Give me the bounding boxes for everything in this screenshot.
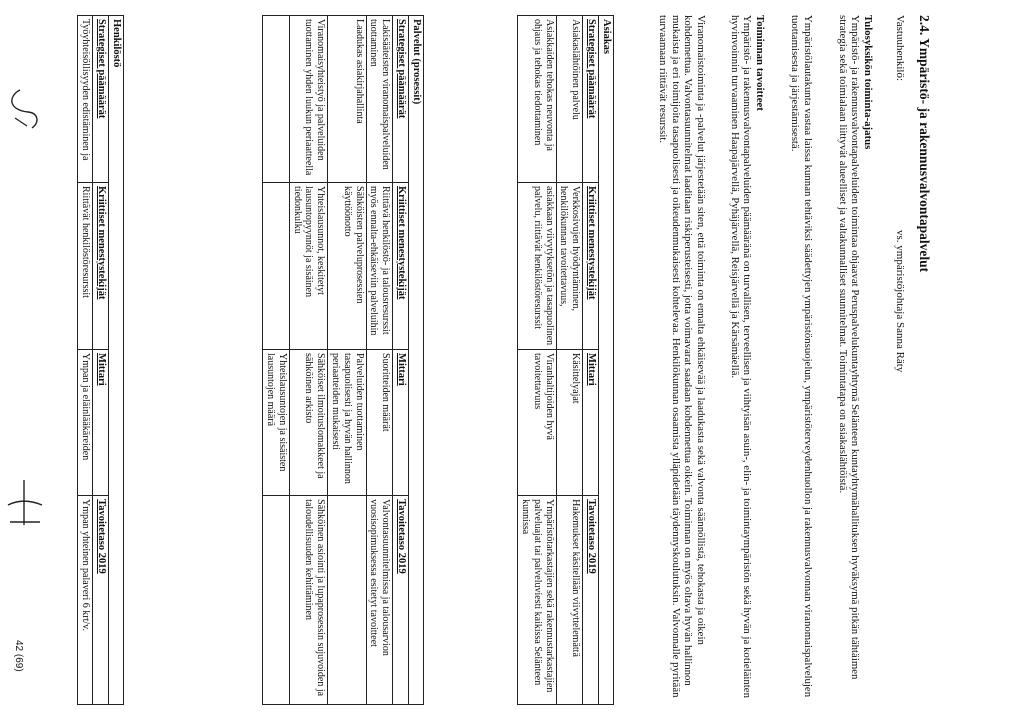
section-title: 2.4. Ympäristö- ja rakennusvalvontapalvelut bbox=[917, 15, 932, 273]
col-header: Kriittiset menestystekijät bbox=[93, 183, 108, 350]
table-cell: Yhteislausuntojen ja sisäisten lausuntojen määrä bbox=[263, 350, 290, 496]
col-header: Kriittiset menestystekijät bbox=[393, 183, 408, 350]
table-cell: Käsittelyajat bbox=[556, 350, 583, 496]
table-title: Asiakas bbox=[598, 16, 613, 705]
table-cell: Laadukas asiakirjahallinta bbox=[328, 16, 366, 183]
table-cell: Lakisääteisten viranomaispalveluiden tuottaminen bbox=[366, 16, 393, 183]
operating-idea-heading: Tulosyksikön toiminta-ajatus bbox=[862, 15, 874, 150]
col-header: Strategiset päämäärät bbox=[93, 16, 108, 183]
table-cell: Ympan yhteinen palaveri 6 krt/v. bbox=[78, 496, 93, 705]
pen-stroke-top bbox=[12, 90, 37, 128]
col-header: Kriittiset menestystekijät bbox=[583, 183, 598, 350]
col-header: Mittari bbox=[93, 350, 108, 496]
table-cell: Valvontasuunnitelmissa ja talousarvion vuosisopimuksessa esitetyt tavoitteet bbox=[366, 496, 393, 705]
table-cell: Ympäristötarkastajien sekä rakennustarkastajien palveluajat tai palveluviesti kaikissa Selänteen kunnissa bbox=[518, 496, 556, 705]
responsible-value: vs. ympäristöjohtaja Sanna Räty bbox=[894, 230, 906, 373]
col-header: Mittari bbox=[583, 350, 598, 496]
operating-goals-text-2: Viranomaistoiminta ja -palvelut järjestetään siten, että toiminta on ennalta ehkäisevää ja laadukasta sekä valvonta säännöllistä, tehokasta ja oikein kohdennettua. Valvontasuunnitelmat laaditaan riskiperusteisesti, jotta voimavarat saadaan kohdennettua oikein. Toiminnan on myös oltava hyvän hallinnon mukaista ja eri toimijoita tasapuolisesti ja oikeudenmukaisesti kohtelevaa. Henkilökunnan osaamista ylläpidetään täydennyskoulutuksin. Valvonnalle pyritään turvaamaan riittävät resurssit. bbox=[656, 15, 707, 698]
table-cell: Työyhteisöllisyyden edistäminen ja bbox=[78, 16, 93, 183]
col-header: Tavoitetaso 2019 bbox=[583, 496, 598, 705]
table-cell: Sähköisten palveluprosessien käyttöönotto bbox=[328, 183, 366, 350]
table-title: Palvelut (prosessit) bbox=[408, 16, 423, 705]
operating-idea-text-2: Ympäristölautakunta vastaa laissa kunnan tehtäviksi säädettyjen ympäristönsuojelun, ympäristöterveydenhuollon ja rakennusvalvonnan viranomaispalvelujen tuottamisesta ja järjestämisestä. bbox=[789, 15, 814, 698]
table-cell: Palveluiden tuottaminen tasapuolisesti ja hyvän hallinnon periaatteiden mukaisesti bbox=[328, 350, 366, 496]
table-cell: Asiakaslähtöinen palvelu bbox=[556, 16, 583, 183]
table-cell: Verkkosivujen hyödyntäminen, henkilökunnan tavoitettavuus, bbox=[556, 183, 583, 350]
col-header: Mittari bbox=[393, 350, 408, 496]
pen-stroke-bottom bbox=[8, 480, 42, 525]
table-cell: Hakemukset käsitellään viivyttelemättä bbox=[556, 496, 583, 705]
table-cell: Yhteislausunnot, keskitetyt lausuntopyynnöt ja sisäinen tiedonkulku bbox=[289, 183, 327, 350]
operating-idea-text: Ympäristö- ja rakennusvalvontapalveluiden toimintaa ohjaavat Peruspalvelukuntayhtymä Selänteen kuntayhtymähallituksen hyväksymä pitkän tähtäimen strategia sekä toimialaan liittyvät alueelliset ja valtakunnalliset suunnitelmat. Toimintatapa on asiakaslähtöistä. bbox=[836, 15, 862, 680]
table-cell: asiakkaan viivytyksetön ja tasapuolinen palvelu, riittävät henkilöstöresurssit bbox=[518, 183, 556, 350]
table-title: Henkilöstö bbox=[108, 16, 123, 705]
page-number: 42 (69) bbox=[13, 640, 24, 672]
responsible-label: Vastuuhenkilö: bbox=[894, 15, 906, 81]
col-header: Strategiset päämäärät bbox=[583, 16, 598, 183]
table-cell: Ympan ja eläinlääkäreiden bbox=[78, 350, 93, 496]
table-cell: Riittävät henkilöstöresurssit bbox=[78, 183, 93, 350]
col-header: Tavoitetaso 2019 bbox=[393, 496, 408, 705]
table-cell: Asiakkaiden tehokas neuvonta ja ohjaus ja tehokas tiedottaminen bbox=[518, 16, 556, 183]
operating-goals-text: Ympäristö- ja rakennusvalvontapalveluiden päämääränä on turvallisen, terveellisen ja viihtyisän asuin-, elin- ja toimintaympäristön sekä hyvän ja kotieläinten hyvinvoinnin turvaaminen Haapajärvellä, Pyhäjärvellä, Reisjärvellä ja Kärsämäellä. bbox=[728, 15, 754, 698]
table-cell: Sähköinen asiointi ja lupaprosessin sujuvoiden ja taloudellisuuden kehittäminen bbox=[289, 496, 327, 705]
pen-stroke-tick bbox=[15, 118, 27, 126]
operating-goals-heading: Toiminnan tavoitteet bbox=[754, 15, 766, 111]
table-cell: Sähköiset ilmoituslomakkeet ja sähköinen arkisto bbox=[289, 350, 327, 496]
table-cell: Suoritteiden määrät bbox=[366, 350, 393, 496]
table-cell: Riittävä henkilöstö- ja talousresurssit myös ennalta-ehkäiseviin palveluihin bbox=[366, 183, 393, 350]
col-header: Strategiset päämäärät bbox=[393, 16, 408, 183]
col-header: Tavoitetaso 2019 bbox=[93, 496, 108, 705]
table-cell: Viranhaltijoiden hyvä tavoitettavuus bbox=[518, 350, 556, 496]
table-cell: Viranomaisyhteistyö ja palveluiden tuottaminen yhden luukun periaatteella bbox=[289, 16, 327, 183]
